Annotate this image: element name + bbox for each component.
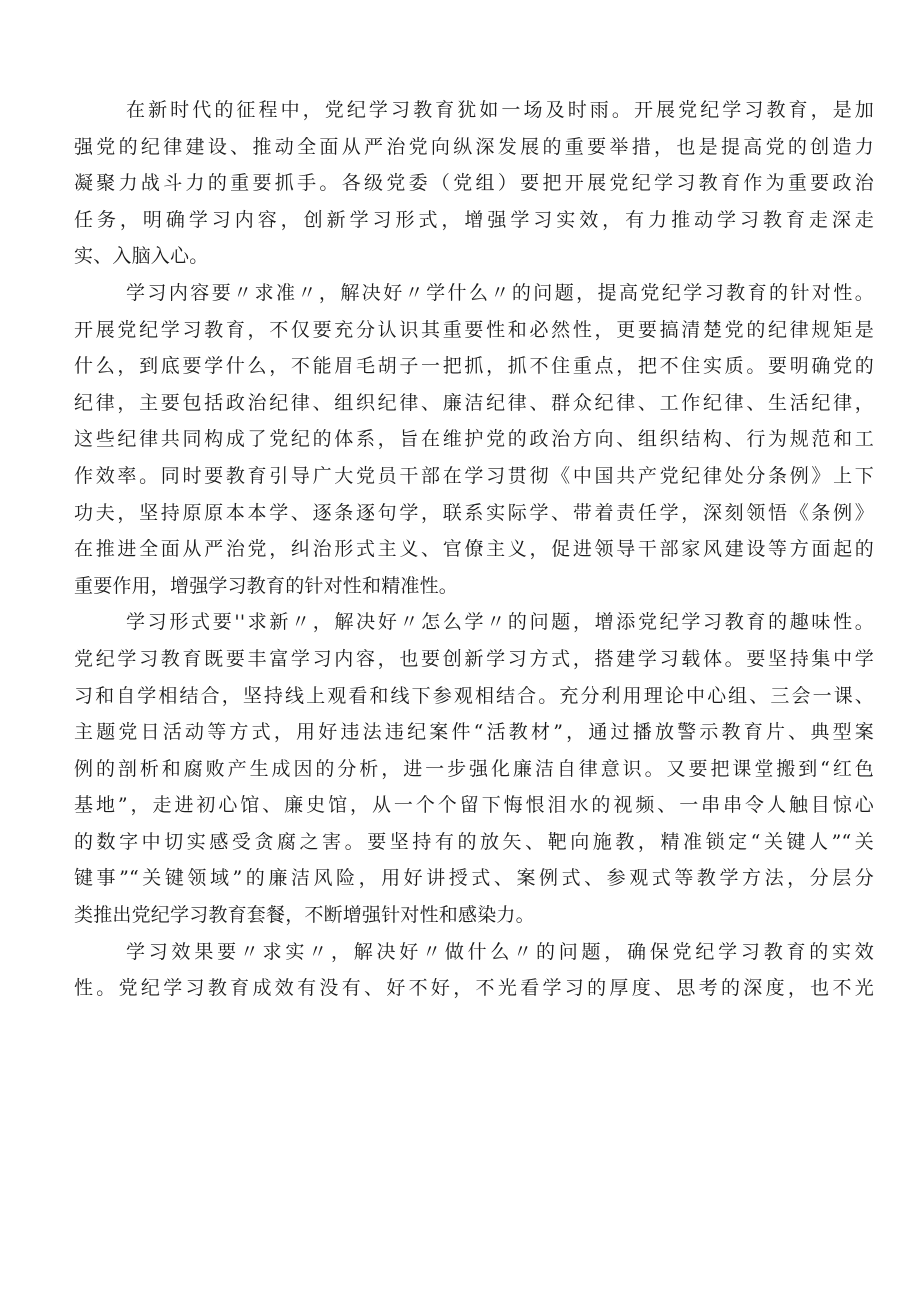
text-line: 主题党日活动等方式，用好违法违纪案件“活教材”，通过播放警示教育片、典型案 xyxy=(74,721,874,744)
text-line: 开展党纪学习教育，不仅要充分认识其重要性和必然性，更要搞清楚党的纪律规矩是 xyxy=(74,318,874,341)
text-line: 强党的纪律建设、推动全面从严治党向纵深发展的重要举措，也是提高党的创造力 xyxy=(74,135,874,158)
text-line: 在推进全面从严治党，纠治形式主义、官僚主义，促进领导干部家风建设等方面起的 xyxy=(74,538,874,561)
text-line: 性。党纪学习教育成效有没有、好不好，不光看学习的厚度、思考的深度，也不光 xyxy=(74,977,874,1000)
text-line: 纪律，主要包括政治纪律、组织纪律、廉洁纪律、群众纪律、工作纪律、生活纪律， xyxy=(74,391,874,414)
text-line: 任务，明确学习内容，创新学习形式，增强学习实效，有力推动学习教育走深走 xyxy=(74,208,874,231)
text-line: 学习内容要〃求准〃，解决好〃学什么〃的问题，提高党纪学习教育的针对性。 xyxy=(126,281,874,304)
text-line: 功夫，坚持原原本本学、逐条逐句学，联系实际学、带着责任学，深刻领悟《条例》 xyxy=(74,501,874,524)
paragraph-intro xyxy=(74,92,874,275)
text-line: 作效率。同时要教育引导广大党员干部在学习贯彻《中国共产党纪律处分条例》上下 xyxy=(74,464,874,487)
text-line: 习和自学相结合，坚持线上观看和线下参观相结合。充分利用理论中心组、三会一课、 xyxy=(74,684,874,707)
paragraph-content xyxy=(74,275,874,604)
text-line: 实、入脑入心。 xyxy=(74,245,209,268)
text-line: 键事”“关键领域”的廉洁风险，用好讲授式、案例式、参观式等教学方法，分层分 xyxy=(74,867,874,890)
paragraph-effect xyxy=(74,934,874,1007)
text-line: 例的剖析和腐败产生成因的分析，进一步强化廉洁自律意识。又要把课堂搬到“红色 xyxy=(74,757,874,780)
text-line: 学习效果要〃求实〃，解决好〃做什么〃的问题，确保党纪学习教育的实效 xyxy=(126,940,874,963)
text-line: 党纪学习教育既要丰富学习内容，也要创新学习方式，搭建学习载体。要坚持集中学 xyxy=(74,647,874,670)
text-line: 学习形式要''求新〃，解决好〃怎么学〃的问题，增添党纪学习教育的趣味性。 xyxy=(126,611,874,634)
text-line: 类推出党纪学习教育套餐，不断增强针对性和感染力。 xyxy=(74,904,535,927)
text-line: 凝聚力战斗力的重要抓手。各级党委（党组）要把开展党纪学习教育作为重要政治 xyxy=(74,172,874,195)
text-line: 的数字中切实感受贪腐之害。要坚持有的放矢、靶向施教，精准锁定“关键人”“关 xyxy=(74,830,874,853)
document-body xyxy=(74,92,874,1007)
text-line: 基地”，走进初心馆、廉史馆，从一个个留下悔恨泪水的视频、一串串令人触目惊心 xyxy=(74,794,874,817)
text-line: 什么，到底要学什么，不能眉毛胡子一把抓，抓不住重点，把不住实质。要明确党的 xyxy=(74,355,874,378)
text-line: 在新时代的征程中，党纪学习教育犹如一场及时雨。开展党纪学习教育，是加 xyxy=(126,99,874,121)
text-line: 重要作用，增强学习教育的针对性和精准性。 xyxy=(74,574,459,597)
paragraph-form xyxy=(74,604,874,933)
text-line: 这些纪律共同构成了党纪的体系，旨在维护党的政治方向、组织结构、行为规范和工 xyxy=(74,428,874,451)
